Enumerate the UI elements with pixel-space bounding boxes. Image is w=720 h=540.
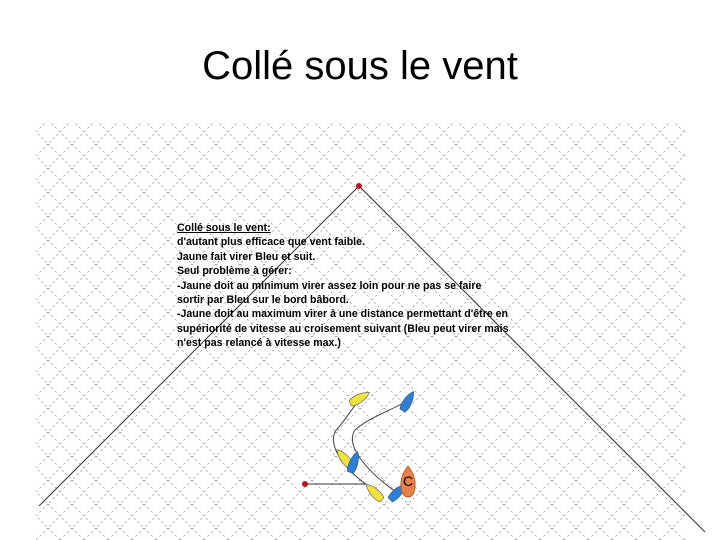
notes-text <box>177 221 597 351</box>
note-line-8: supériorité de vitesse au croisement suivant (Bleu peut virer mais <box>177 322 509 335</box>
note-line-4: Seul problème à gérer: <box>177 265 292 278</box>
note-line-9: n'est pas relancé à vitesse max.) <box>177 337 341 350</box>
note-line-7: -Jaune doit au maximum virer à une distance permettant d'être en <box>177 308 509 321</box>
note-line-6: sortir par Bleu sur le bord bâbord. <box>177 294 349 307</box>
note-line-1: Collé sous le vent: <box>177 222 271 234</box>
note-line-2: d'autant plus efficace que vent faible. <box>177 236 365 249</box>
windward-mark-pin <box>356 183 362 189</box>
slide-title: Collé sous le vent <box>202 44 518 88</box>
note-line-5: -Jaune doit au minimum virer assez loin pour ne pas se faire <box>177 279 482 292</box>
start-pin <box>302 481 308 487</box>
note-line-3: Jaune fait virer Bleu et suit. <box>177 250 316 263</box>
mark-label: C <box>402 473 414 489</box>
